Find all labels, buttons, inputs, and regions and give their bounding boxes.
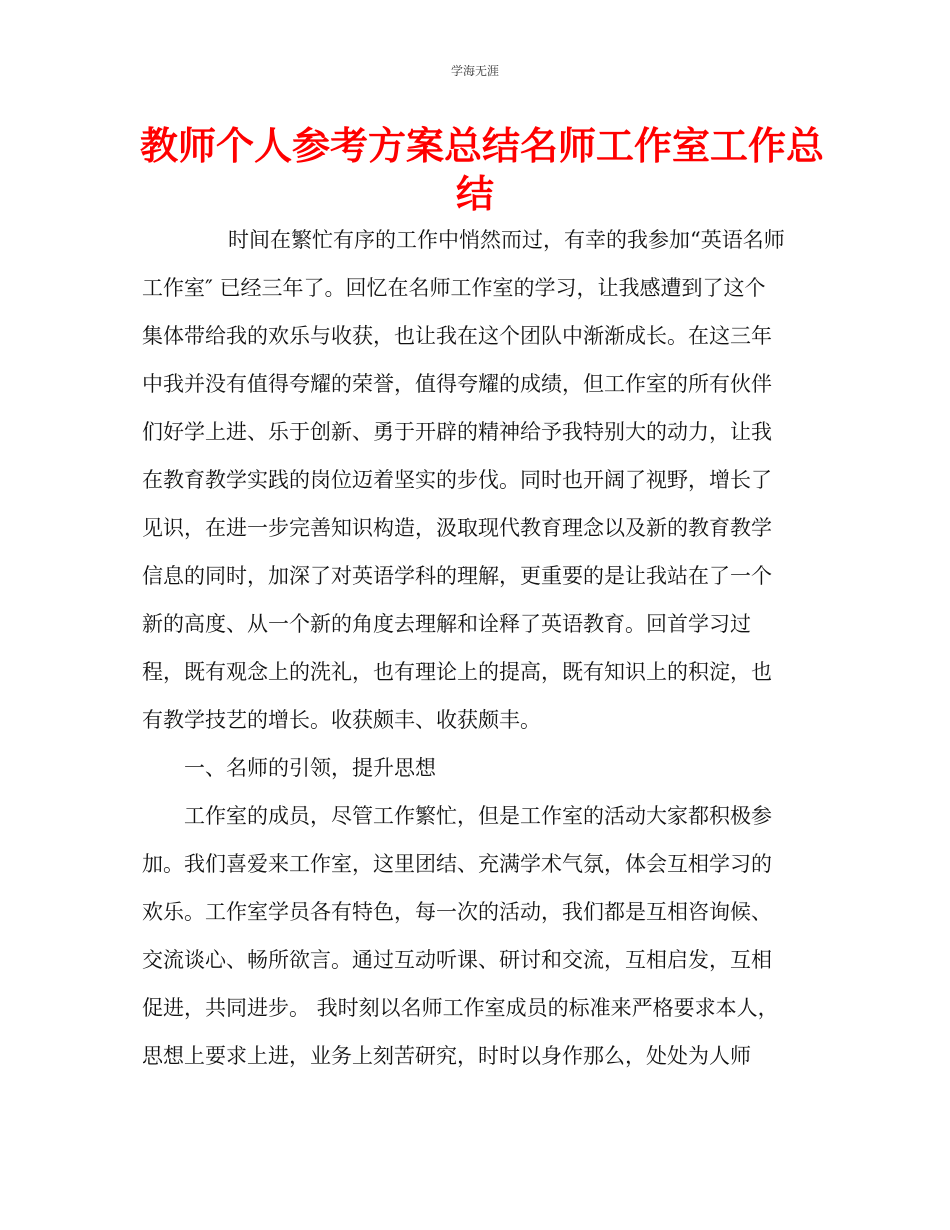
- text-line: 工作室″ 已经三年了。回忆在名师工作室的学习，让我感遭到了这个: [142, 276, 766, 300]
- text-line: 新的高度、从一个新的角度去理解和诠释了英语教育。回首学习过: [142, 612, 751, 636]
- paragraph-intro: [142, 216, 814, 744]
- document-title: [140, 122, 825, 218]
- text-line: 中我并没有值得夸耀的荣誉，值得夸耀的成绩，但工作室的所有伙伴: [142, 372, 772, 396]
- text-line: 程，既有观念上的洗礼，也有理论上的提高，既有知识上的积淀，也: [142, 660, 772, 684]
- text-line: 信息的同时，加深了对英语学科的理解，更重要的是让我站在了一个: [142, 564, 772, 588]
- text-line: 促进，共同进步。 我时刻以名师工作室成员的标准来严格要求本人，: [142, 996, 779, 1020]
- text-line: 欢乐。工作室学员各有特色，每一次的活动，我们都是互相咨询候、: [142, 900, 772, 924]
- title-line: 结: [455, 172, 494, 216]
- text-line: 见识，在进一步完善知识构造，汲取现代教育理念以及新的教育教学: [142, 516, 772, 540]
- document-body: [142, 216, 814, 1080]
- title-line: 教师个人参考方案总结名师工作室工作总: [140, 124, 825, 168]
- page-header: 学海无涯: [450, 64, 499, 78]
- text-line: 有教学技艺的增长。收获颇丰、收获颇丰。: [142, 708, 541, 732]
- text-line: 时间在繁忙有序的工作中悄然而过，有幸的我参加“英语名师: [228, 228, 785, 252]
- text-line: 交流谈心、畅所欲言。通过互动听课、研讨和交流，互相启发，互相: [142, 948, 772, 972]
- text-line: 思想上要求上进，业务上刻苦研究，时时以身作那么，处处为人师: [142, 1044, 751, 1068]
- text-line: 工作室的成员，尽管工作繁忙，但是工作室的活动大家都积极参: [184, 804, 772, 828]
- text-line: 集体带给我的欢乐与收获，也让我在这个团队中渐渐成长。在这三年: [142, 324, 772, 348]
- paragraph-section-one: [142, 792, 814, 1080]
- text-line: 在教育教学实践的岗位迈着坚实的步伐。同时也开阔了视野，增长了: [142, 468, 772, 492]
- section-heading: 一、名师的引领，提升思想: [184, 756, 436, 780]
- text-line: 们好学上进、乐于创新、勇于开辟的精神给予我特别大的动力，让我: [142, 420, 772, 444]
- text-line: 加。我们喜爱来工作室，这里团结、充满学术气氛，体会互相学习的: [142, 852, 772, 876]
